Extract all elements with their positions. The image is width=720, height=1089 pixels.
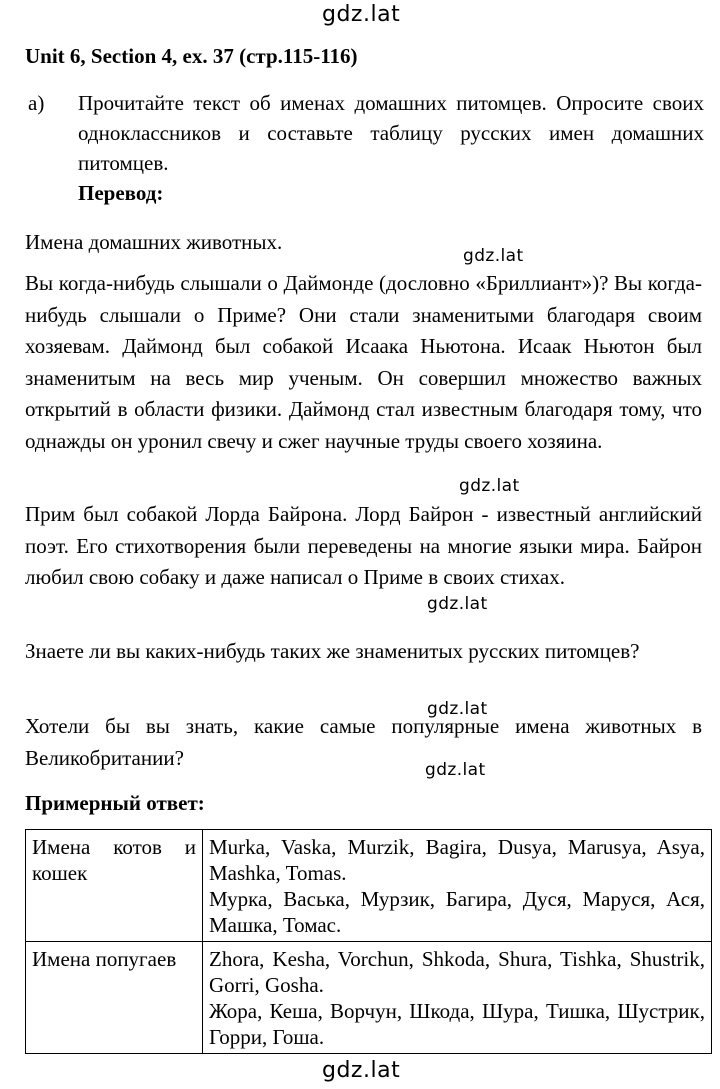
cat-names-cyrillic: Мурка, Васька, Мурзик, Багира, Дуся, Маруся, Ася, Машка, Томас.: [209, 887, 705, 937]
translation-label: Перевод:: [78, 181, 164, 205]
paragraph-diamond: Вы когда-нибудь слышали о Даймонде (дословно «Бриллиант»)? Вы когда-нибудь слышали о Приме? Они стали знаменитыми благодаря своим хозяевам. Даймонд был собакой Исаака Ньютона. Исаак Ньютон был знаменитым на весь мир ученым. Он совершил множество важных открытий в области физики. Даймонд стал известным благодаря тому, что однажды он уронил свечу и сжег научные труды своего хозяина.: [25, 271, 702, 453]
task-marker: а): [28, 91, 45, 115]
paragraph-question-2: Хотели бы вы знать, какие самые популярные имена животных в Великобритании?: [25, 714, 702, 770]
watermark-top: gdz.lat: [322, 2, 401, 27]
row-label-parrots: Имена попугаев: [26, 942, 203, 1054]
watermark-4: gdz.lat: [427, 699, 488, 719]
watermark-2: gdz.lat: [459, 476, 520, 496]
watermark-5: gdz.lat: [425, 760, 486, 780]
paragraph-byron: Прим был собакой Лорда Байрона. Лорд Байрон - известный английский поэт. Его стихотворения были переведены на многие языки мира. Байрон любил свою собаку и даже написал о Приме в своих стихах.: [25, 502, 702, 589]
row-label-cats: Имена котов и кошек: [26, 830, 203, 942]
parrot-names-latin: Zhora, Kesha, Vorchun, Shkoda, Shura, Tishka, Shustrik, Gorri, Gosha.: [209, 947, 705, 997]
parrot-names-cyrillic: Жора, Кеша, Ворчун, Шкода, Шура, Тишка, Шустрик, Горри, Гоша.: [209, 999, 705, 1049]
answer-label: Примерный ответ:: [25, 791, 205, 815]
row-values-cats: [203, 830, 712, 942]
watermark-1: gdz.lat: [463, 246, 524, 266]
row-values-parrots: [203, 942, 712, 1054]
watermark-bottom: gdz.lat: [322, 1058, 401, 1083]
table-row: [26, 830, 712, 942]
task-text: Прочитайте текст об именах домашних питомцев. Опросите своих одноклассников и составьте таблицу русских имен домашних питомцев.: [78, 91, 704, 175]
cat-names-latin: Murka, Vaska, Murzik, Bagira, Dusya, Marusya, Asya, Mashka, Tomas.: [209, 835, 705, 885]
task-block: [28, 88, 704, 208]
exercise-heading: Unit 6, Section 4, ex. 37 (стр.115-116): [25, 44, 358, 68]
table-row: [26, 942, 712, 1054]
paragraph-question-1: Знаете ли вы каких-нибудь таких же знаменитых русских питомцев?: [25, 639, 640, 663]
pet-names-table: [25, 829, 712, 1054]
watermark-3: gdz.lat: [427, 594, 488, 614]
paragraph-title: Имена домашних животных.: [25, 230, 283, 254]
